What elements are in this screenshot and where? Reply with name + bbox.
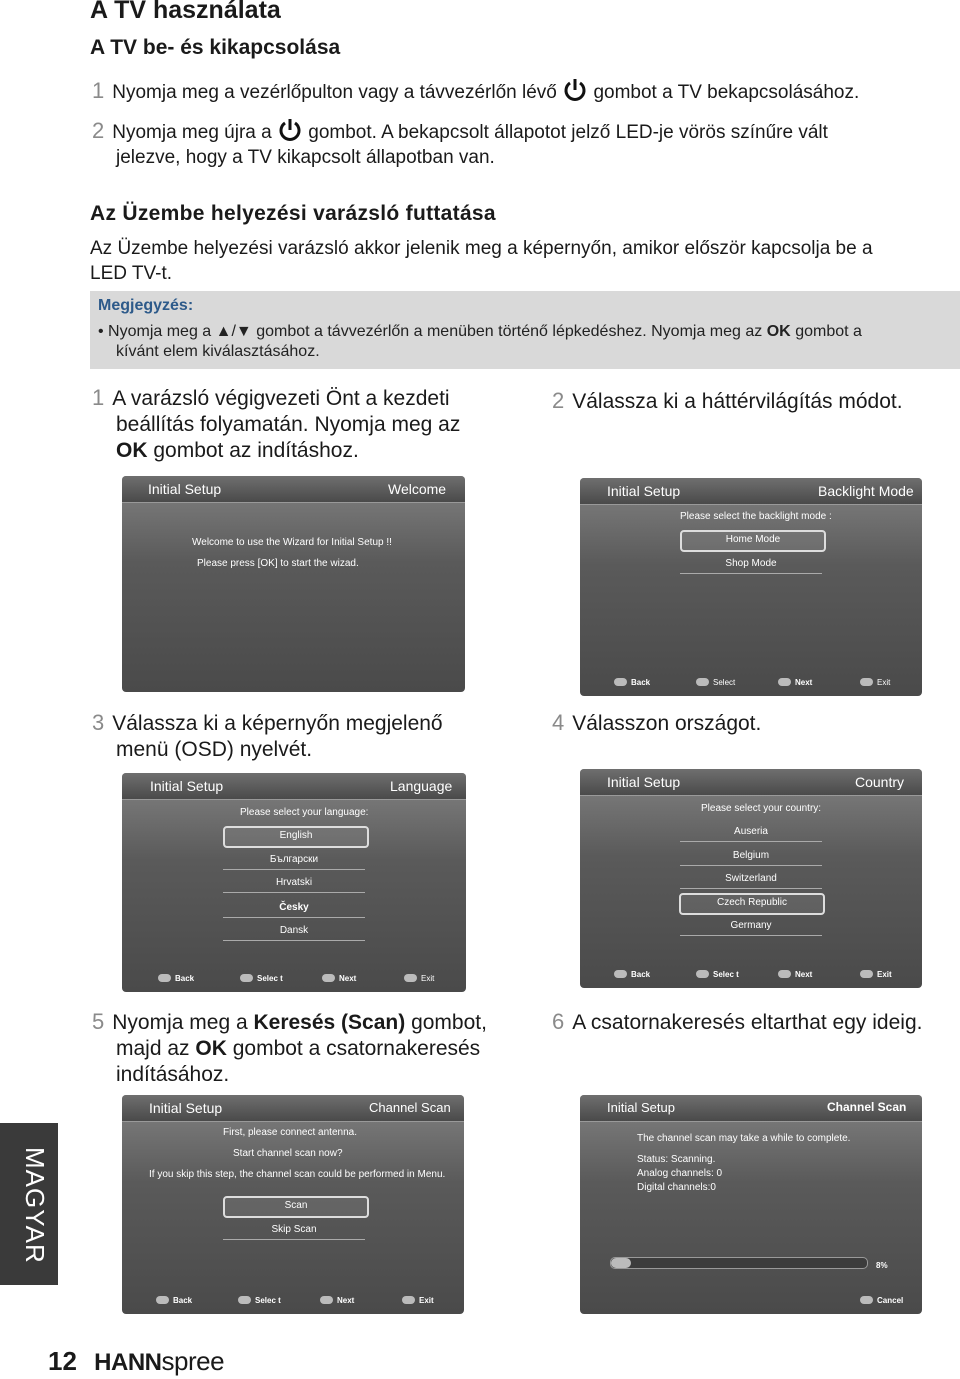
step-text: gombot az indításhoz. (153, 439, 359, 462)
scan-text: Start channel scan now? (233, 1148, 343, 1159)
language-side-tab (0, 1123, 58, 1285)
step-text: Nyomja meg a vezérlőpulton vagy a távvezérlőn lévő (112, 82, 557, 103)
back-label: Back (175, 974, 195, 983)
note-line: Nyomja meg a ▲/▼ gombot a távvezérlőn a menüben történő lépkedéshez. Nyomja meg az (108, 323, 763, 340)
power-step-2 (92, 117, 952, 170)
progress-label: 8% (876, 1261, 888, 1270)
screen-header (122, 773, 466, 800)
step-number: 3 (92, 710, 105, 735)
select-key[interactable] (696, 970, 739, 979)
option-language[interactable]: Hrvatski (223, 874, 365, 893)
note-line: kívánt elem kiválasztásához. (116, 343, 320, 360)
screen-backlight (580, 478, 922, 696)
screen-title: Initial Setup (149, 1100, 223, 1116)
power-icon (277, 117, 303, 143)
brand-logo (94, 1346, 225, 1376)
scan-label: Keresés (Scan) (253, 1011, 406, 1034)
back-label: Back (631, 678, 651, 687)
select-key[interactable] (238, 1296, 281, 1305)
option-shop-mode[interactable]: Shop Mode (680, 555, 822, 574)
screen-footer (580, 962, 922, 988)
step-text: Válassza ki a képernyőn megjelenő (112, 712, 443, 735)
intro-line: LED TV-t. (90, 263, 173, 284)
scan-text: If you skip this step, the channel scan could be performed in Menu. (149, 1169, 446, 1180)
exit-label: Exit (419, 1296, 434, 1305)
screen-welcome (122, 476, 465, 692)
screen-title: Initial Setup (148, 481, 222, 497)
step-text: gombot a csatornakeresés (232, 1037, 481, 1060)
wizard-step-3 (92, 710, 512, 763)
next-key[interactable] (320, 1296, 354, 1305)
power-step-1 (92, 77, 952, 105)
select-label: Selec t (257, 974, 283, 983)
step-number: 5 (92, 1009, 105, 1034)
power-icon (562, 77, 588, 103)
next-key[interactable] (778, 970, 812, 979)
step-text: menü (OSD) nyelvét. (116, 738, 313, 761)
screen-subtitle: Channel Scan (827, 1100, 907, 1114)
screen-header (580, 1095, 922, 1122)
exit-label: Exit (421, 974, 435, 983)
step-text: gombot a TV bekapcsolásához. (593, 82, 860, 103)
brand-part: spree (161, 1346, 225, 1376)
page-title: A TV használata (90, 0, 281, 24)
screen-footer (580, 1288, 922, 1314)
screen-subtitle: Backlight Mode (818, 483, 914, 499)
note-line: gombot a (795, 323, 862, 340)
back-key[interactable] (614, 678, 650, 687)
wizard-step-1 (92, 385, 492, 464)
screen-footer (580, 670, 922, 696)
screen-language (122, 773, 466, 992)
step-text: Válasszon országot. (572, 712, 762, 735)
option-country[interactable]: Belgium (680, 847, 822, 866)
note-title: Megjegyzés: (98, 297, 194, 314)
exit-key[interactable] (860, 678, 890, 687)
intro-line: Az Üzembe helyezési varázsló akkor jelenik meg a képernyőn, amikor először kapcsolja be a (90, 238, 873, 259)
step-text: beállítás folyamatán. Nyomja meg az (116, 413, 461, 436)
next-label: Next (337, 1296, 355, 1305)
screen-title: Initial Setup (607, 774, 681, 790)
select-key[interactable] (696, 678, 735, 687)
scan-status: Status: Scanning. (637, 1154, 716, 1165)
screen-subtitle: Language (390, 778, 453, 794)
screen-subtitle: Channel Scan (369, 1100, 451, 1115)
step-number: 6 (552, 1009, 565, 1034)
select-label: Selec t (713, 970, 739, 979)
wizard-step-5 (92, 1009, 522, 1088)
step-number: 4 (552, 710, 565, 735)
exit-key[interactable] (860, 970, 892, 979)
page-number: 12 (48, 1346, 77, 1376)
prompt-text: Please select the backlight mode : (680, 511, 832, 522)
exit-label: Exit (877, 678, 891, 687)
next-label: Next (795, 970, 813, 979)
welcome-text: Welcome to use the Wizard for Initial Setup !! (192, 537, 392, 548)
scanning-text: The channel scan may take a while to complete. (637, 1133, 851, 1144)
progress-fill (611, 1258, 631, 1268)
option-language[interactable]: Česky (223, 899, 365, 918)
exit-key[interactable] (404, 974, 434, 983)
back-key[interactable] (614, 970, 650, 979)
step-text: gombot. A bekapcsolt állapotot jelző LED-je vörös színűre vált (308, 122, 828, 143)
wizard-step-2 (552, 388, 952, 415)
exit-key[interactable] (402, 1296, 434, 1305)
next-label: Next (795, 678, 813, 687)
option-country-selected[interactable]: Czech Republic (679, 893, 825, 915)
step-text: jelezve, hogy a TV kikapcsolt állapotban van. (116, 147, 495, 168)
back-label: Back (173, 1296, 193, 1305)
wizard-step-4 (552, 710, 952, 737)
scan-progress-bar (610, 1257, 868, 1269)
note-text: • Nyomja meg a ▲/▼ gombot a távvezérlőn a menüben történő lépkedéshez. Nyomja meg az OK gombot a kívánt elem kiválasztásához. (98, 323, 862, 360)
select-label: Selec t (255, 1296, 281, 1305)
screen-footer (122, 1288, 464, 1314)
step-number: 2 (92, 118, 105, 143)
step-text: Nyomja meg újra a (112, 122, 272, 143)
section-heading-wizard: Az Üzembe helyezési varázsló futtatása (90, 202, 496, 225)
step-text: indításához. (116, 1063, 230, 1086)
section-heading-power: A TV be- és kikapcsolása (90, 36, 341, 59)
back-key[interactable] (156, 1296, 192, 1305)
ok-label: OK (116, 439, 148, 462)
option-country[interactable]: Switzerland (680, 870, 822, 889)
option-country[interactable]: Germany (680, 917, 822, 936)
screen-footer (122, 966, 466, 992)
screen-subtitle: Welcome (388, 481, 447, 497)
note-box (90, 291, 960, 369)
option-language[interactable]: Dansk (223, 922, 365, 941)
screen-header (580, 769, 922, 796)
screen-title: Initial Setup (607, 1100, 675, 1115)
select-key[interactable] (240, 974, 283, 983)
next-key[interactable] (778, 678, 812, 687)
cancel-label: Cancel (877, 1296, 904, 1305)
analog-count: Analog channels: 0 (637, 1168, 723, 1179)
screen-title: Initial Setup (150, 778, 224, 794)
screen-channel-scan (122, 1095, 464, 1314)
ok-label: OK (766, 323, 791, 340)
step-text: Válassza ki a háttérvilágítás módot. (572, 390, 903, 413)
option-language[interactable]: Български (223, 851, 365, 870)
brand-part: HANN (94, 1349, 162, 1376)
step-number: 1 (92, 78, 105, 103)
cancel-key[interactable] (860, 1296, 903, 1305)
screen-scanning (580, 1095, 922, 1314)
scan-button[interactable]: Scan (223, 1196, 369, 1218)
screen-title: Initial Setup (607, 483, 681, 499)
next-key[interactable] (322, 974, 356, 983)
step-text: A csatornakeresés eltarthat egy ideig. (572, 1011, 923, 1034)
back-label: Back (631, 970, 651, 979)
option-country[interactable]: Auseria (680, 823, 822, 842)
step-number: 2 (552, 388, 565, 413)
step-text: Nyomja meg a (112, 1011, 248, 1034)
screen-header (580, 478, 922, 505)
prompt-text: Please select your country: (701, 803, 822, 814)
scan-text: First, please connect antenna. (223, 1127, 357, 1138)
screen-country (580, 769, 922, 988)
option-home-mode[interactable]: Home Mode (680, 530, 826, 552)
side-label: MAGYAR (20, 1147, 50, 1264)
wizard-step-6 (552, 1009, 952, 1036)
step-text: A varázsló végigvezeti Önt a kezdeti (112, 387, 450, 410)
prompt-text: Please select your language: (240, 807, 369, 818)
digital-count: Digital channels:0 (637, 1182, 716, 1193)
back-key[interactable] (158, 974, 194, 983)
screen-subtitle: Country (855, 774, 905, 790)
page-footer (48, 1346, 224, 1377)
step-text: gombot, (411, 1011, 487, 1034)
screen-header (122, 476, 465, 503)
exit-label: Exit (877, 970, 892, 979)
step-number: 1 (92, 385, 105, 410)
skip-scan-button[interactable]: Skip Scan (223, 1221, 365, 1240)
wizard-intro (90, 236, 960, 286)
screen-header (122, 1095, 464, 1122)
welcome-text: Please press [OK] to start the wizad. (197, 558, 359, 569)
ok-label: OK (195, 1037, 227, 1060)
step-text: majd az (116, 1037, 190, 1060)
option-language[interactable]: English (223, 826, 369, 848)
select-label: Select (713, 678, 736, 687)
next-label: Next (339, 974, 357, 983)
